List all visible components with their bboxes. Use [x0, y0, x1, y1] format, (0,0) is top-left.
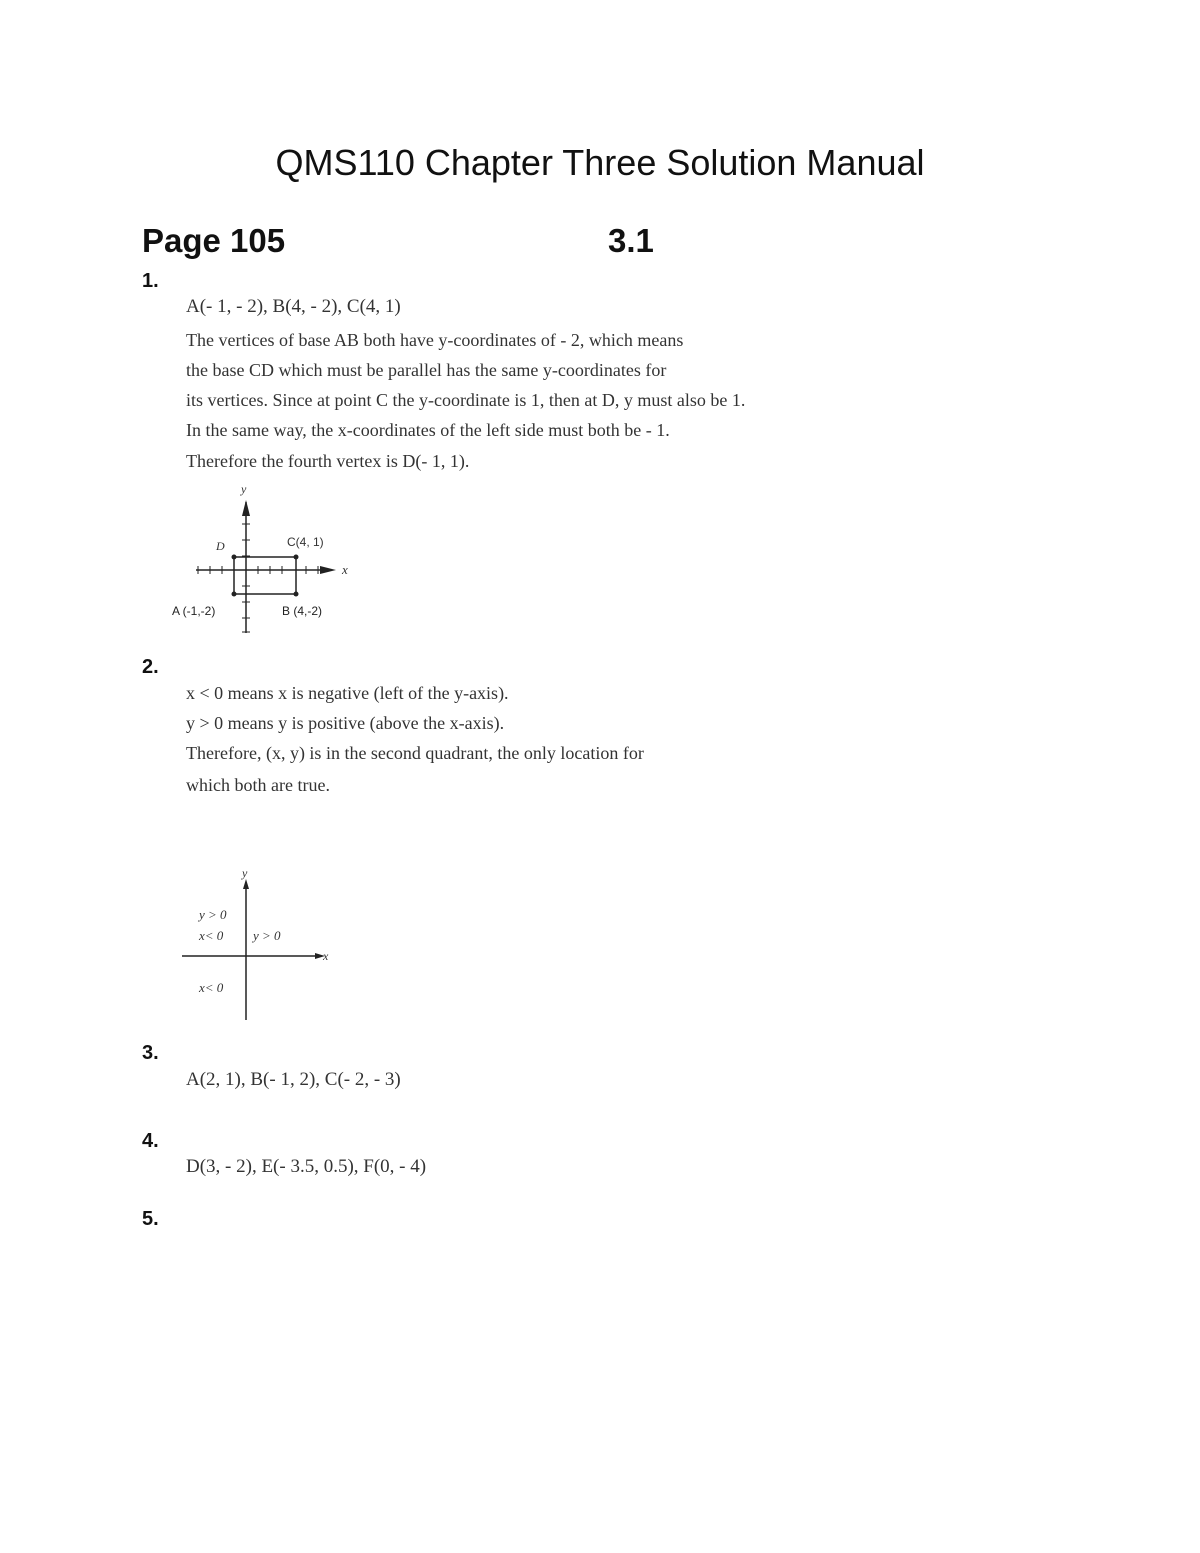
q2-second-quadrant-x: x< 0	[199, 928, 224, 943]
question-4-number: 4.	[142, 1130, 159, 1152]
page-label: Page 105	[142, 222, 286, 259]
q1-x-axis-label: x	[342, 562, 348, 577]
question-2-quadrant-figure	[175, 865, 345, 1025]
q2-y-axis-arrow	[243, 879, 249, 889]
q1-label-c: C(4, 1)	[287, 535, 324, 549]
question-1-line: In the same way, the x-coordinates of the left side must both be - 1.	[186, 420, 670, 440]
q1-label-a: A (-1,-2)	[172, 604, 216, 618]
document-title: QMS110 Chapter Three Solution Manual	[275, 142, 925, 183]
question-2-number: 2.	[142, 656, 159, 678]
question-1-number: 1.	[142, 270, 159, 292]
question-1-line: Therefore the fourth vertex is D(- 1, 1).	[186, 451, 470, 471]
q1-point-a	[232, 592, 237, 597]
q1-point-c	[294, 555, 299, 560]
question-1-line: A(- 1, - 2), B(4, - 2), C(4, 1)	[186, 296, 401, 317]
q2-y-axis-label: y	[242, 866, 248, 880]
question-3-line: A(2, 1), B(- 1, 2), C(- 2, - 3)	[186, 1069, 401, 1090]
question-2-line: x < 0 means x is negative (left of the y-axis).	[186, 683, 509, 703]
q1-x-axis-arrow	[320, 566, 336, 574]
question-4-line: D(3, - 2), E(- 3.5, 0.5), F(0, - 4)	[186, 1156, 427, 1177]
q1-y-axis-label: y	[241, 482, 247, 496]
q2-x-axis-label: x	[323, 949, 329, 963]
section-label: 3.1	[608, 222, 654, 259]
question-2-line: y > 0 means y is positive (above the x-axis).	[186, 713, 505, 733]
question-1-rectangle-figure	[160, 478, 380, 643]
q1-label-d: D	[216, 539, 225, 553]
question-5-number: 5.	[142, 1208, 159, 1230]
question-2-line: which both are true.	[186, 775, 330, 795]
q1-rectangle-abcd	[234, 557, 296, 594]
q1-y-axis-arrow	[242, 500, 250, 516]
question-1-line: its vertices. Since at point C the y-coordinate is 1, then at D, y must also be 1.	[186, 390, 746, 410]
question-3-number: 3.	[142, 1042, 159, 1064]
question-1-line: The vertices of base AB both have y-coordinates of - 2, which means	[186, 330, 684, 350]
q1-point-d	[232, 555, 237, 560]
q1-point-b	[294, 592, 299, 597]
q2-first-quadrant-label: y > 0	[253, 928, 281, 943]
question-2-line: Therefore, (x, y) is in the second quadrant, the only location for	[186, 743, 644, 763]
q2-third-quadrant-label: x< 0	[199, 980, 224, 995]
q2-second-quadrant-y: y > 0	[199, 907, 227, 922]
question-1-line: the base CD which must be parallel has the same y-coordinates for	[186, 360, 667, 380]
q1-label-b: B (4,-2)	[282, 604, 323, 618]
